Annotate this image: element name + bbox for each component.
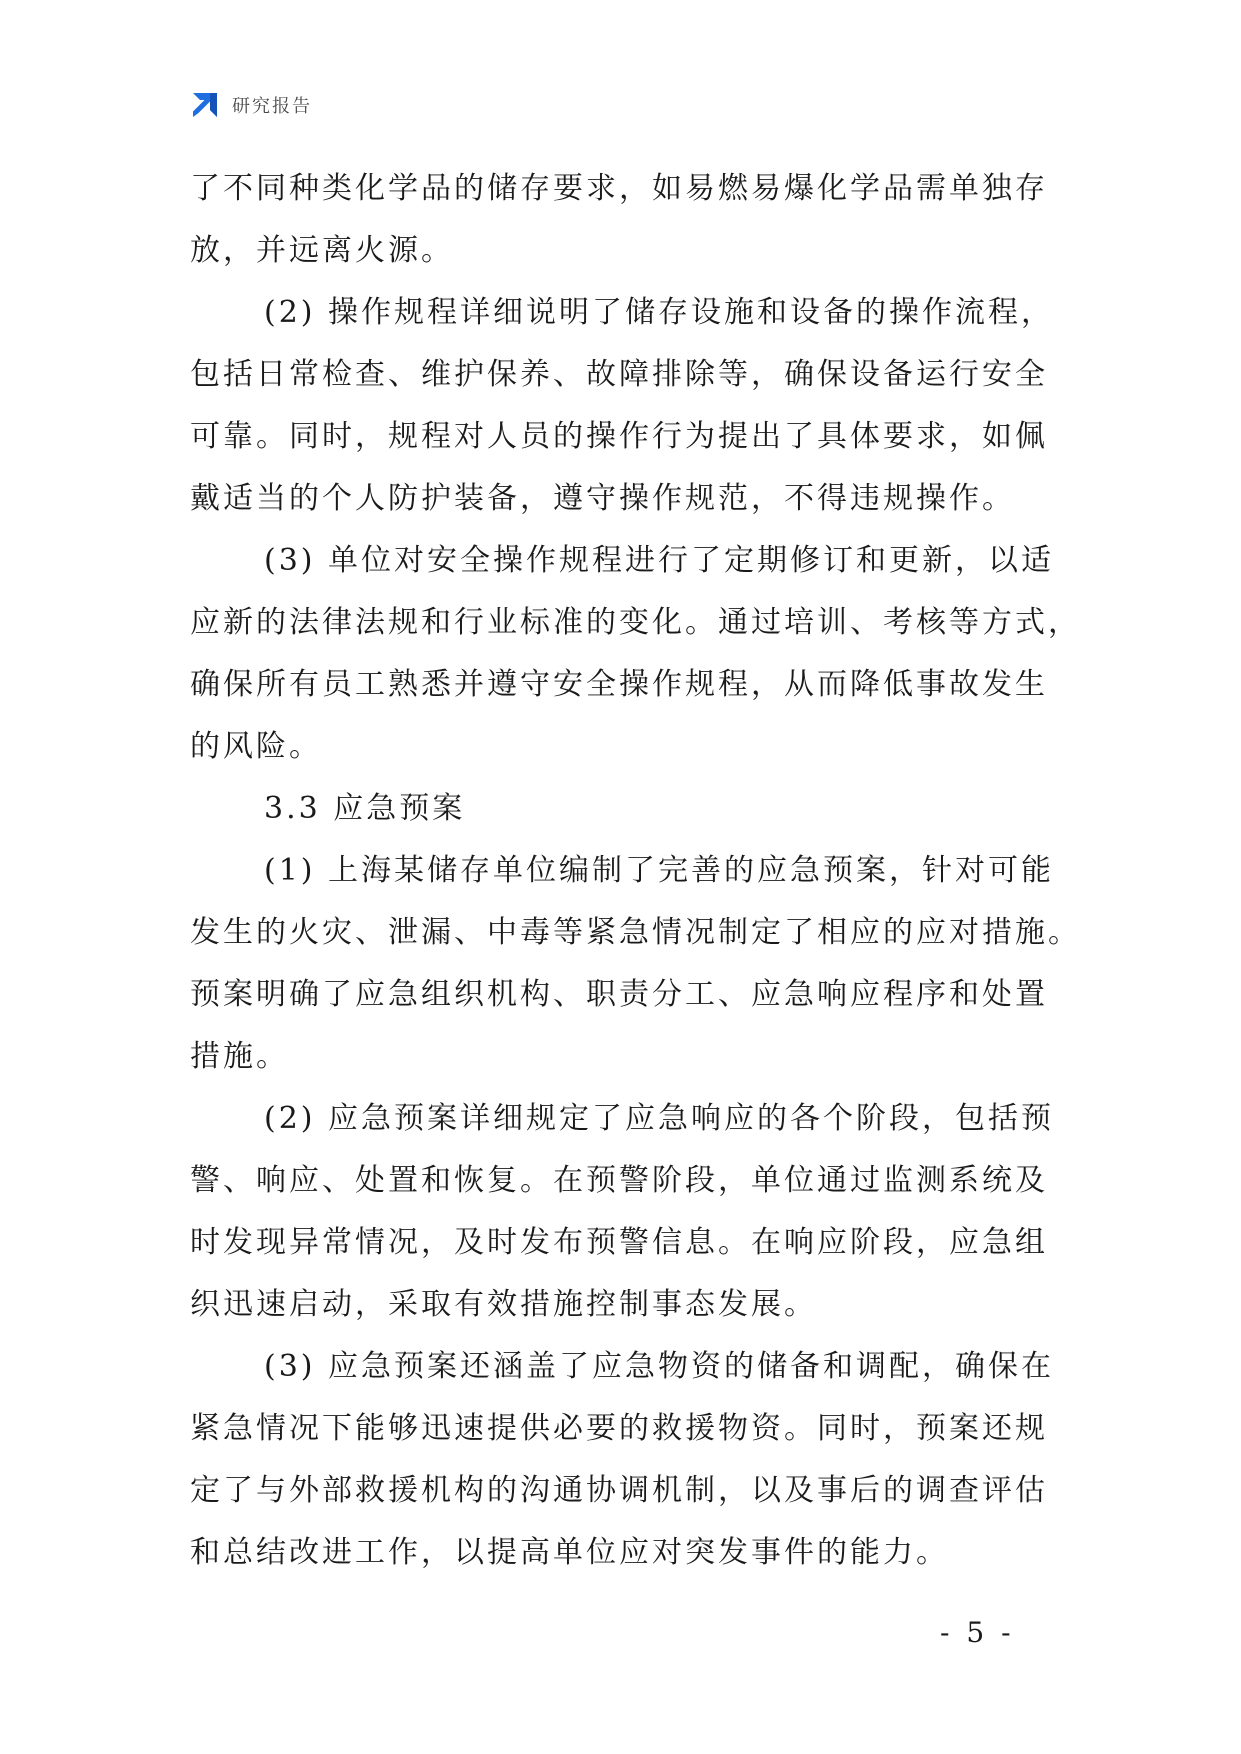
body-line: 时发现异常情况，及时发布预警信息。在响应阶段，应急组 bbox=[190, 1225, 1048, 1260]
body-line: 应新的法律法规和行业标准的变化。通过培训、考核等方式， bbox=[190, 605, 1081, 640]
body-line: 和总结改进工作，以提高单位应对突发事件的能力。 bbox=[190, 1535, 949, 1570]
paragraph-line: (3) 应急预案还涵盖了应急物资的储备和调配，确保在 bbox=[264, 1349, 1055, 1384]
paragraph-line: (2) 应急预案详细规定了应急响应的各个阶段，包括预 bbox=[264, 1101, 1055, 1136]
body-line: 预案明确了应急组织机构、职责分工、应急响应程序和处置 bbox=[190, 977, 1048, 1012]
document-body bbox=[190, 158, 1081, 1584]
body-line: 可靠。同时，规程对人员的操作行为提出了具体要求，如佩 bbox=[190, 419, 1048, 454]
body-line: 戴适当的个人防护装备，遵守操作规范，不得违规操作。 bbox=[190, 481, 1015, 516]
body-line: 紧急情况下能够迅速提供必要的救援物资。同时，预案还规 bbox=[190, 1411, 1048, 1446]
body-line: 织迅速启动，采取有效措施控制事态发展。 bbox=[190, 1287, 817, 1322]
body-line: 包括日常检查、维护保养、故障排除等，确保设备运行安全 bbox=[190, 357, 1048, 392]
body-line: 发生的火灾、泄漏、中毒等紧急情况制定了相应的应对措施。 bbox=[190, 915, 1081, 950]
body-line: 措施。 bbox=[190, 1039, 289, 1074]
paragraph-line: (3) 单位对安全操作规程进行了定期修订和更新，以适 bbox=[264, 543, 1055, 578]
arrow-up-right-icon bbox=[190, 90, 220, 120]
body-line: 了不同种类化学品的储存要求，如易燃易爆化学品需单独存 bbox=[190, 171, 1048, 206]
paragraph-line: (1) 上海某储存单位编制了完善的应急预案，针对可能 bbox=[264, 853, 1055, 888]
body-line: 的风险。 bbox=[190, 729, 322, 764]
section-heading: 3.3 应急预案 bbox=[264, 791, 466, 826]
body-line: 警、响应、处置和恢复。在预警阶段，单位通过监测系统及 bbox=[190, 1163, 1048, 1198]
header-title: 研究报告 bbox=[232, 96, 312, 117]
body-line: 放，并远离火源。 bbox=[190, 233, 454, 268]
body-line: 确保所有员工熟悉并遵守安全操作规程，从而降低事故发生 bbox=[190, 667, 1048, 702]
page-number: - 5 - bbox=[940, 1616, 1015, 1649]
paragraph-line: (2) 操作规程详细说明了储存设施和设备的操作流程， bbox=[264, 295, 1055, 330]
body-line: 定了与外部救援机构的沟通协调机制，以及事后的调查评估 bbox=[190, 1473, 1048, 1508]
document-header bbox=[190, 88, 312, 122]
